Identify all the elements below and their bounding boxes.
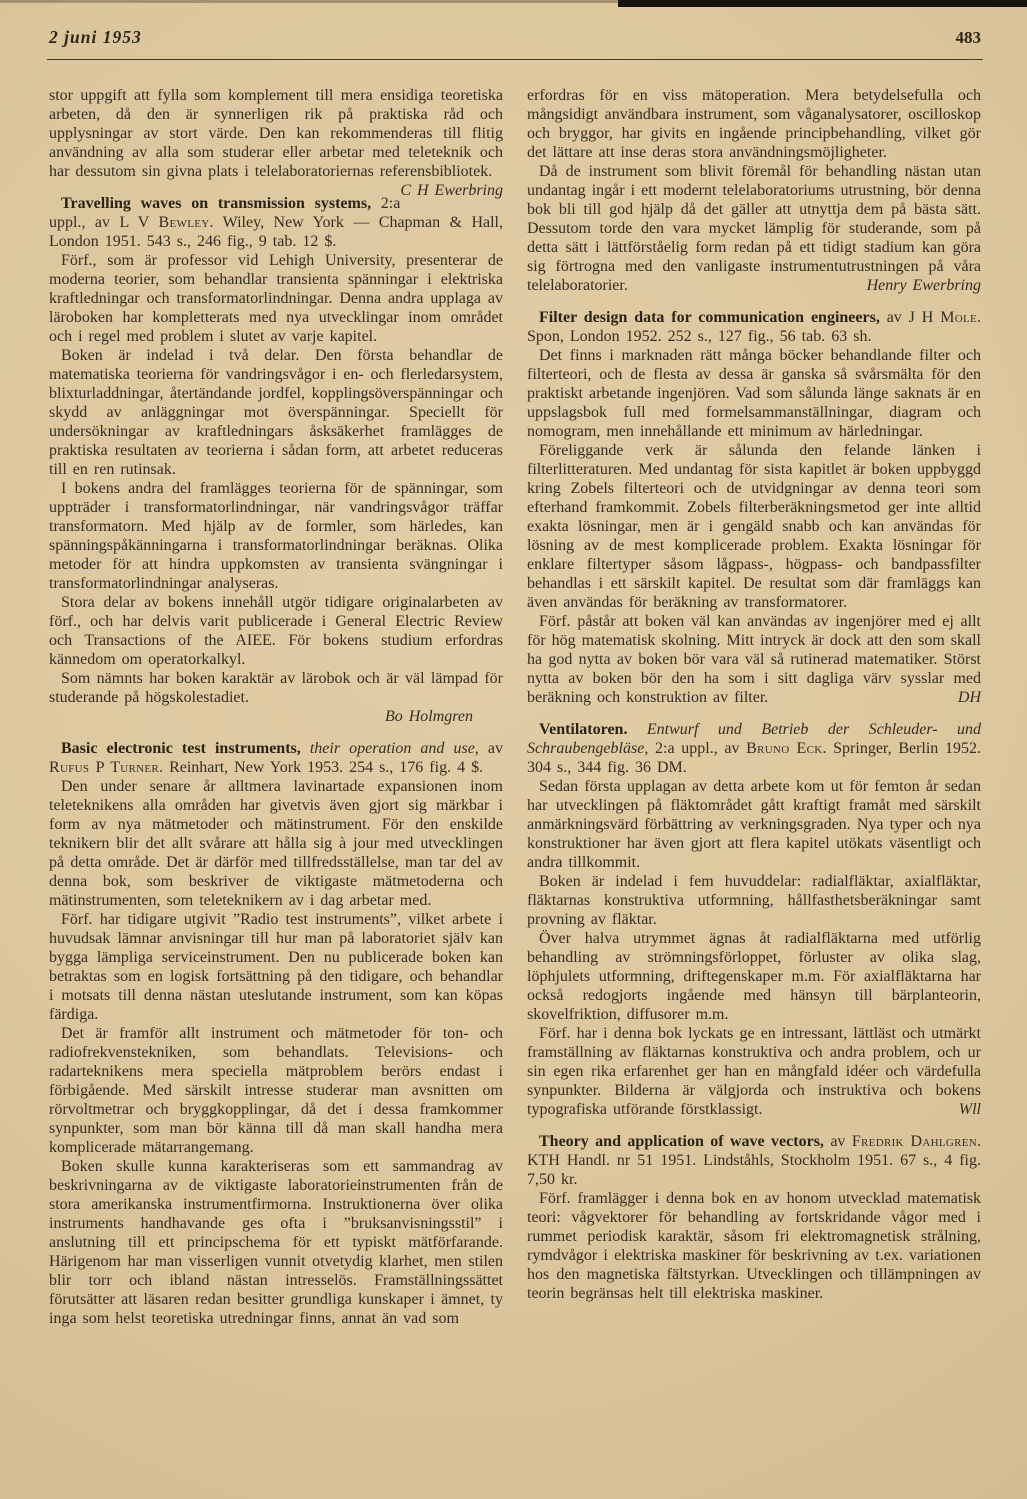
reviewer-signature: DH bbox=[957, 689, 981, 706]
reviewer-signature: Henry Ewerbring bbox=[866, 277, 981, 294]
heading-segment: Fredrik Dahlgren bbox=[851, 1133, 977, 1150]
paragraph-text: stor uppgift att fylla som komplement till mera ensidiga teoretiska arbeten, då den är synnerligen rik på praktiska råd och upplysningar av stort värde. Den kan rekommenderas till flitig användning av alla som studerar eller arbetar med teleteknik och har dessutom sin givna plats i telelaboratoriernas referensbibliotek. bbox=[49, 87, 503, 180]
paragraph: Det är framför allt instrument och mätmetoder för ton- och radiofrekvenstekniken, som behandlats. Televisions- och radarteknikens mera speciella mätproblem berörs endast i förbigående. Med särskilt intresse studerar man avsnitten om rörvoltmetrar och bryggkopplingar, då det i dessa framkommer synpunkter, som man bör känna till då man skall handha mera komplicerade mätarrangemang. bbox=[49, 1025, 503, 1156]
heading-segment: Mole bbox=[940, 309, 977, 326]
heading-segment: their operation and use bbox=[309, 740, 475, 757]
review-heading bbox=[49, 194, 503, 251]
scan-edge-artifact bbox=[618, 0, 1027, 7]
page-header bbox=[49, 27, 981, 48]
heading-segment: , av bbox=[474, 740, 504, 757]
heading-segment: . Reinhart, New York 1953. 254 s., 176 fig. 4 $. bbox=[159, 759, 484, 776]
paragraph: Boken är indelad i två delar. Den första behandlar de matematiska teorierna för vandringsvågor i en- och flerledarsystem, blixturladdningar, återtändande jordfel, kopplingsöverspänningar och skydd av anläggningar mot överspänningar. Speciellt för undersökningar av kraftledningars åsksäkerhet framlägges de praktiska resultaten av teorierna i sådan form, att arbetet reduceras till en ren rutinsak. bbox=[49, 347, 503, 478]
paragraph bbox=[527, 612, 981, 707]
reviewer-signature: Bo Holmgren bbox=[384, 708, 473, 725]
heading-segment: Filter design data for communication engineers, bbox=[539, 309, 880, 326]
reviewer-signature: Wll bbox=[958, 1101, 981, 1118]
paragraph: Förf. har tidigare utgivit ”Radio test instruments”, vilket arbete i huvudsak lämnar anvisningar till hur man på laboratoriet själv kan bygga lämpliga serviceinstrument. Den nu publicerade boken kan betraktas som en logisk fortsättning på den tidigare, och behandlar i motsats till denna nästan uteslutande instrument, som kan köpas färdiga. bbox=[49, 911, 503, 1023]
review-heading bbox=[527, 1132, 981, 1189]
paragraph: Den under senare år alltmera lavinartade expansionen inom teleteknikens alla områden har givetvis även gjort sig märkbar i form av nya mätmetoder och mätinstrument. För den enskilde teknikern blir det allt svårare att hålla sig à jour med utvecklingen på detta område. Det är därför med tillfredsställelse, man tar del av denna bok, som beskriver de viktigaste mätmetoderna och mätinstrumenten, som teleteknikern av i dag arbetar med. bbox=[49, 778, 503, 909]
reviewer-signature: C H Ewerbring bbox=[400, 182, 503, 199]
paragraph: Över halva utrymmet ägnas åt radialfläktarna med utförlig behandling av strömningsförloppet, förluster av olika slag, löphjulets utformning, driftegenskaper m.m. För axialfläktarna har också redogjorts ingående med hänsyn till bärplanteorin, skovelfriktion, diffusorer m.m. bbox=[527, 930, 981, 1023]
paragraph-text: Då de instrument som blivit föremål för behandling nästan utan undantag ingår i ett modernt telelaboratoriums utrustning, bör denna bok bli till god hjälp då det gäller att utnyttja dem på bästa sätt. Dessutom torde den vara mycket lämplig för studerande, som på detta sätt i lättförståelig form redan på ett tidigt stadium kan göra sig förtrogna med den vanligaste instrumentutrustningen på våra telelaboratorier. bbox=[527, 163, 981, 294]
book-review-filter-design-data bbox=[527, 308, 981, 707]
heading-segment: . Wiley, New York — Chapman & Hall, London 1951. 543 s., 246 fig., 9 tab. 12 $. bbox=[49, 214, 503, 250]
heading-segment: . Springer, Berlin 1952. 304 s., 344 fig. 36 DM. bbox=[527, 740, 981, 776]
paragraph: Förf. framlägger i denna bok en av honom utvecklad matematisk teori: vågvektorer för behandling av fortskridande vågor med i rummet periodisk karaktär, såsom fri elektromagnetisk strålning, rymdvågor i elektriska maskiner för beskrivning av t.ex. variationen hos den magnetiska fältstyrkan. Utvecklingen och tillämpningen av teorin begränsas helt till elektriska maskiner. bbox=[527, 1190, 981, 1302]
heading-segment: Ventilatoren. bbox=[539, 721, 628, 738]
paragraph: Boken skulle kunna karakteriseras som ett sammandrag av beskrivningarna av de viktigaste laboratorieinstrumenten från de stora amerikanska instrumentfirmorna. Instruktionerna över olika instruments handhavande ges ofta i ”bruksanvisningsstil” i anslutning till ett principschema för ett typiskt mätförfarande. Härigenom har man visserligen vunnit otvetydig klarhet, men stilen blir torr och ibland nästan intresselös. Framställningssättet förutsätter att läsaren redan besitter grundliga kunskaper i ämnet, ty inga som helst teoretiska utredningar finns, annat än vad som bbox=[49, 1158, 503, 1327]
paragraph bbox=[49, 86, 503, 199]
review-heading bbox=[527, 720, 981, 777]
heading-segment: Basic electronic test instruments, bbox=[61, 740, 301, 757]
heading-segment: av J H bbox=[879, 309, 941, 326]
paragraph: Förf., som är professor vid Lehigh University, presenterar de moderna teorier, som behandlar transienta spänningar i elektriska kraftledningar och transformatorlindningar. Denna andra upplaga av läroboken har kompletterats med nya utvecklingar inom området och i regel med problem i slutet av varje kapitel. bbox=[49, 252, 503, 345]
review-heading bbox=[527, 308, 981, 346]
paragraph: erfordras för en viss mätoperation. Mera betydelsefulla och mångsidigt användbara instrument, som våganalysatorer, oscilloskop och bryggor, har givits en ingående principbehandling, vilket gör det lättare att inse deras stora användningsmöjligheter. bbox=[527, 87, 981, 161]
heading-segment: Travelling waves on transmission systems, bbox=[61, 195, 372, 212]
paragraph: Stora delar av bokens innehåll utgör tidigare originalarbeten av förf., och har delvis varit publicerade i General Electric Review och Transactions of the AIEE. För bokens studium erfordras kännedom om operatorkalkyl. bbox=[49, 594, 503, 668]
paragraph: Föreliggande verk är sålunda den felande länken i filterlitteraturen. Med undantag för sista kapitlet är boken uppbyggd kring Zobels filterteori och de utvidgningar av denna teori som efterhand framkommit. Zobels filterberäkningsmetod ger inte alltid exakta lösningar, men är i gengäld snabb och kan användas för lösning av de mest komplicerade problem. Exakta lösningar för enklare filtertyper såsom lågpass-, högpass- och bandpassfilter behandlas i ett särskilt kapitel. De resultat som där framläggs kan även användas för beräkning av transformatorer. bbox=[527, 442, 981, 611]
heading-segment bbox=[627, 721, 646, 738]
paragraph-text: Förf. påstår att boken väl kan användas av ingenjörer med ej allt för hög matematisk skolning. Mitt intryck är dock att den som skall ha god nytta av boken bör vara väl så rutinerad matematiker. Störst nytta av boken bör den ha som i sitt dagliga värv sysslar med beräkning och konstruktion av filter. bbox=[527, 613, 981, 706]
heading-segment: . KTH Handl. nr 51 1951. Lindståhls, Stockholm 1951. 67 s., 4 fig. 7,50 kr. bbox=[527, 1133, 981, 1188]
heading-segment: 2:a uppl., av L V bbox=[49, 195, 401, 231]
paragraph: I bokens andra del framlägges teorierna för de spänningar, som uppträder i transformatorlindningar, när vandringsvågor träffar transformatorn. Med hjälp av de formler, som härledes, kan spänningspåkänningarna i transformatorlindningar beräknas. Olika metoder för att hindra uppkomsten av transienta svängningar i transformatorlindningar analyseras. bbox=[49, 480, 503, 592]
book-review-wave-vectors bbox=[527, 1132, 981, 1303]
right-column bbox=[527, 86, 981, 1328]
scan-edge-artifact-faint bbox=[0, 0, 620, 3]
text-columns bbox=[49, 86, 982, 1328]
heading-segment: . Spon, London 1952. 252 s., 127 fig., 56 tab. 63 sh. bbox=[527, 309, 981, 345]
heading-segment: Bewley bbox=[158, 214, 210, 231]
book-review-travelling-waves bbox=[49, 194, 503, 726]
header-rule bbox=[47, 59, 983, 60]
issue-date: 2 juni 1953 bbox=[49, 27, 142, 47]
paragraph-text: Förf. har i denna bok lyckats ge en intressant, lättläst och utmärkt framställning av fläktarnas konstruktiva och andra problem, och ur sin egen rika erfarenhet ger han en mångfald idéer och värdefulla synpunkter. Bilderna är välgjorda och instruktiva och bokens typografiska utförande förstklassigt. bbox=[527, 1025, 981, 1118]
heading-segment: Bruno Eck bbox=[746, 740, 823, 757]
review-heading bbox=[49, 739, 503, 777]
heading-segment: , 2:a uppl., av bbox=[644, 740, 747, 757]
heading-segment: Theory and application of wave vectors, bbox=[539, 1133, 824, 1150]
book-review-basic-electronic-test-instruments bbox=[49, 739, 503, 1328]
paragraph: Det finns i marknaden rätt många böcker behandlande filter och filterteori, och de flesta av dessa är ganska så svårsmälta för den praktiskt arbetande ingenjören. Vad som sålunda länge saknats är en uppslagsbok full med formelsammanställningar, diagram och nomogram, men innehållande ett minimum av härledningar. bbox=[527, 347, 982, 440]
heading-segment: Rufus P Turner bbox=[49, 759, 160, 776]
book-review-ventilatoren bbox=[527, 720, 981, 1119]
heading-segment bbox=[301, 740, 310, 757]
paragraph: Sedan första upplagan av detta arbete kom ut för femton år sedan har utvecklingen på fläktområdet gått kraftigt framåt med särskilt anmärkningsvärd förbättring av verkningsgraden. Nya typer och nya konstruktioner har även gjort att flera kapitel utökats väsentligt och andra tillkommit. bbox=[527, 778, 981, 871]
heading-segment: av bbox=[823, 1133, 852, 1150]
paragraph: Som nämnts har boken karaktär av lärobok och är väl lämpad för studerande på högskolestadiet. bbox=[49, 670, 503, 706]
page-number: 483 bbox=[955, 28, 981, 47]
heading-segment: Entwurf und Betrieb der Schleuder- und Schraubengebläse bbox=[527, 721, 982, 757]
paragraph bbox=[527, 162, 981, 295]
paragraph bbox=[527, 1024, 981, 1119]
left-column bbox=[49, 86, 503, 1328]
paragraph: Boken är indelad i fem huvuddelar: radialfläktar, axialfläktar, fläktarnas konstruktiva utformning, hållfasthetsberäkningar samt provning av fläktar. bbox=[527, 873, 981, 928]
